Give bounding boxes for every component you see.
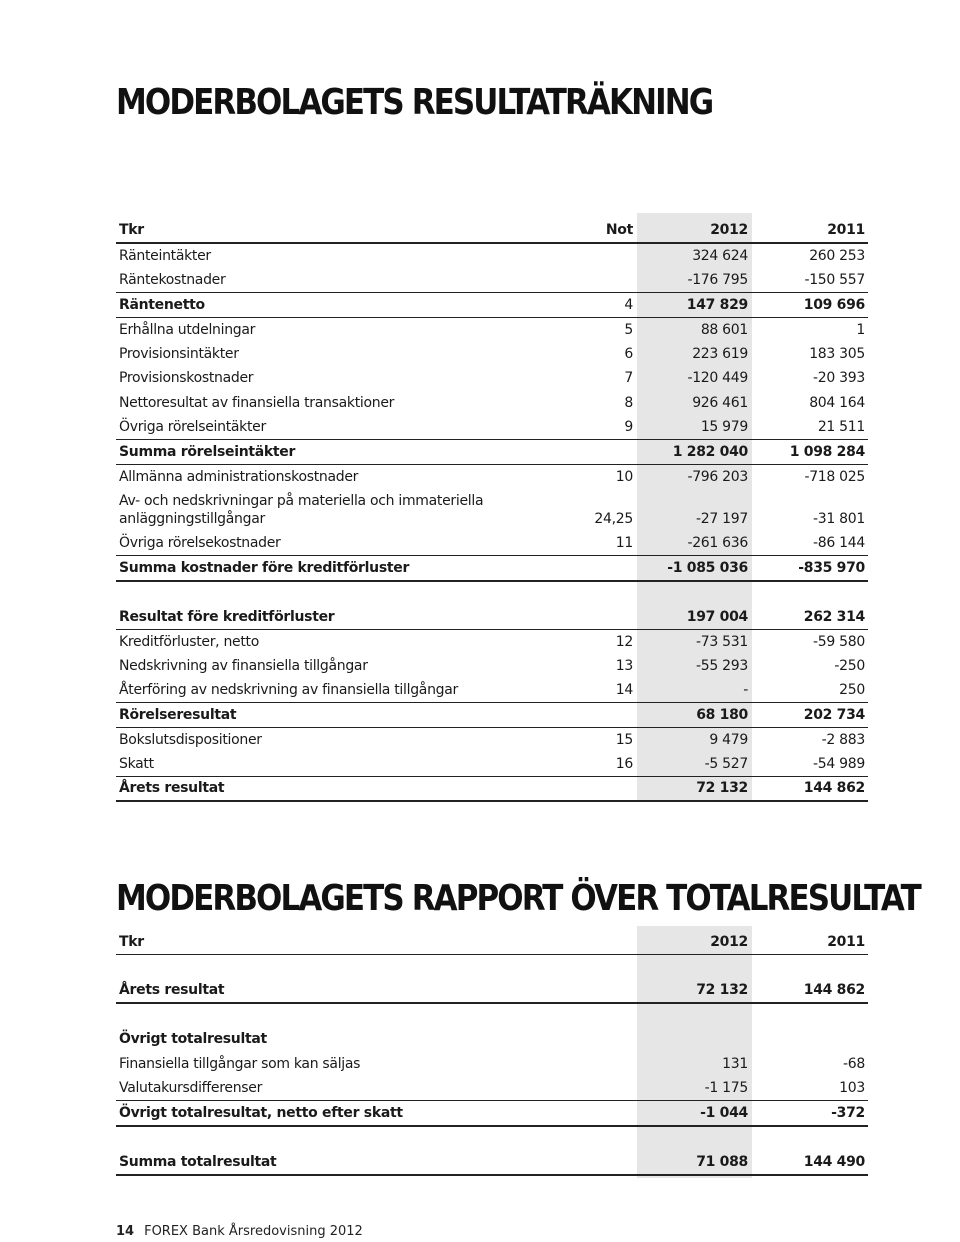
header-2011: 2011: [827, 934, 865, 950]
table-row: Räntekostnader -176 795 -150 557: [116, 268, 868, 293]
header-2012: 2012: [710, 934, 748, 950]
table-header-row: [116, 213, 868, 244]
table-row-subtotal: Resultat före kreditförluster 197 004 262 314: [116, 603, 868, 630]
table-row-total: Årets resultat 72 132 144 862: [116, 978, 868, 1004]
page-title-comprehensive-income: MODERBOLAGETS RAPPORT ÖVER TOTALRESULTAT: [116, 878, 920, 919]
table-row-subtotal: Övrigt totalresultat, netto efter skatt -1 044 -372: [116, 1101, 868, 1127]
table-header-row: [116, 926, 868, 955]
comprehensive-income-table: [116, 926, 868, 1178]
header-2012: 2012: [710, 222, 748, 238]
page-title-income-statement: MODERBOLAGETS RESULTATRÄKNING: [116, 82, 713, 123]
table-row: Övriga rörelseintäkter 9 15 979 21 511: [116, 415, 868, 440]
header-tkr: Tkr: [119, 934, 144, 950]
table-row: Kreditförluster, netto 12 -73 531 -59 580: [119, 634, 865, 650]
table-row: Valutakursdifferenser -1 175 103: [116, 1076, 868, 1101]
table-row-total: Årets resultat 72 132 144 862: [116, 777, 868, 802]
page-number: 14: [116, 1224, 135, 1239]
table-row-subtotal: Rörelseresultat 68 180 202 734: [116, 703, 868, 728]
header-tkr: Tkr: [119, 222, 144, 238]
income-statement-table: [116, 213, 868, 801]
table-row: Skatt 16 -5 527 -54 989: [116, 752, 868, 777]
table-row: Ränteintäkter 324 624 260 253: [119, 248, 865, 264]
header-not: Not: [605, 222, 633, 238]
footer-text: FOREX Bank Årsredovisning 2012: [144, 1224, 363, 1239]
table-row: Provisionskostnader 7 -120 449 -20 393: [119, 370, 865, 386]
table-row: Av- och nedskrivningar på materiella och immateriella anläggningstillgångar 24,25 -27 197 -31 801: [119, 493, 865, 527]
table-row: Nedskrivning av finansiella tillgångar 13 -55 293 -250: [119, 658, 865, 674]
table-row-total: Summa totalresultat 71 088 144 490: [116, 1150, 868, 1176]
table-row: Återföring av nedskrivning av finansiella tillgångar 14 - 250: [116, 678, 868, 703]
table-row: Allmänna administrationskostnader 10 -796 203 -718 025: [119, 469, 865, 485]
table-row-subtotal: Summa kostnader före kreditförluster -1 085 036 -835 970: [116, 556, 868, 582]
table-row: Bokslutsdispositioner 15 9 479 -2 883: [119, 732, 865, 748]
table-row: Finansiella tillgångar som kan säljas 131 -68: [119, 1056, 865, 1072]
page-footer: [116, 1224, 363, 1239]
header-2011: 2011: [827, 222, 865, 238]
table-row: Nettoresultat av finansiella transaktioner 8 926 461 804 164: [119, 395, 865, 411]
table-row-subtotal: Summa rörelseintäkter 1 282 040 1 098 284: [116, 440, 868, 465]
table-section-heading: Övrigt totalresultat: [119, 1031, 267, 1047]
table-row-subtotal: Räntenetto 4 147 829 109 696: [116, 293, 868, 318]
table-row: Erhållna utdelningar 5 88 601 1: [119, 322, 865, 338]
table-row: Övriga rörelsekostnader 11 -261 636 -86 144: [116, 531, 868, 556]
table-row: Provisionsintäkter 6 223 619 183 305: [119, 346, 865, 362]
